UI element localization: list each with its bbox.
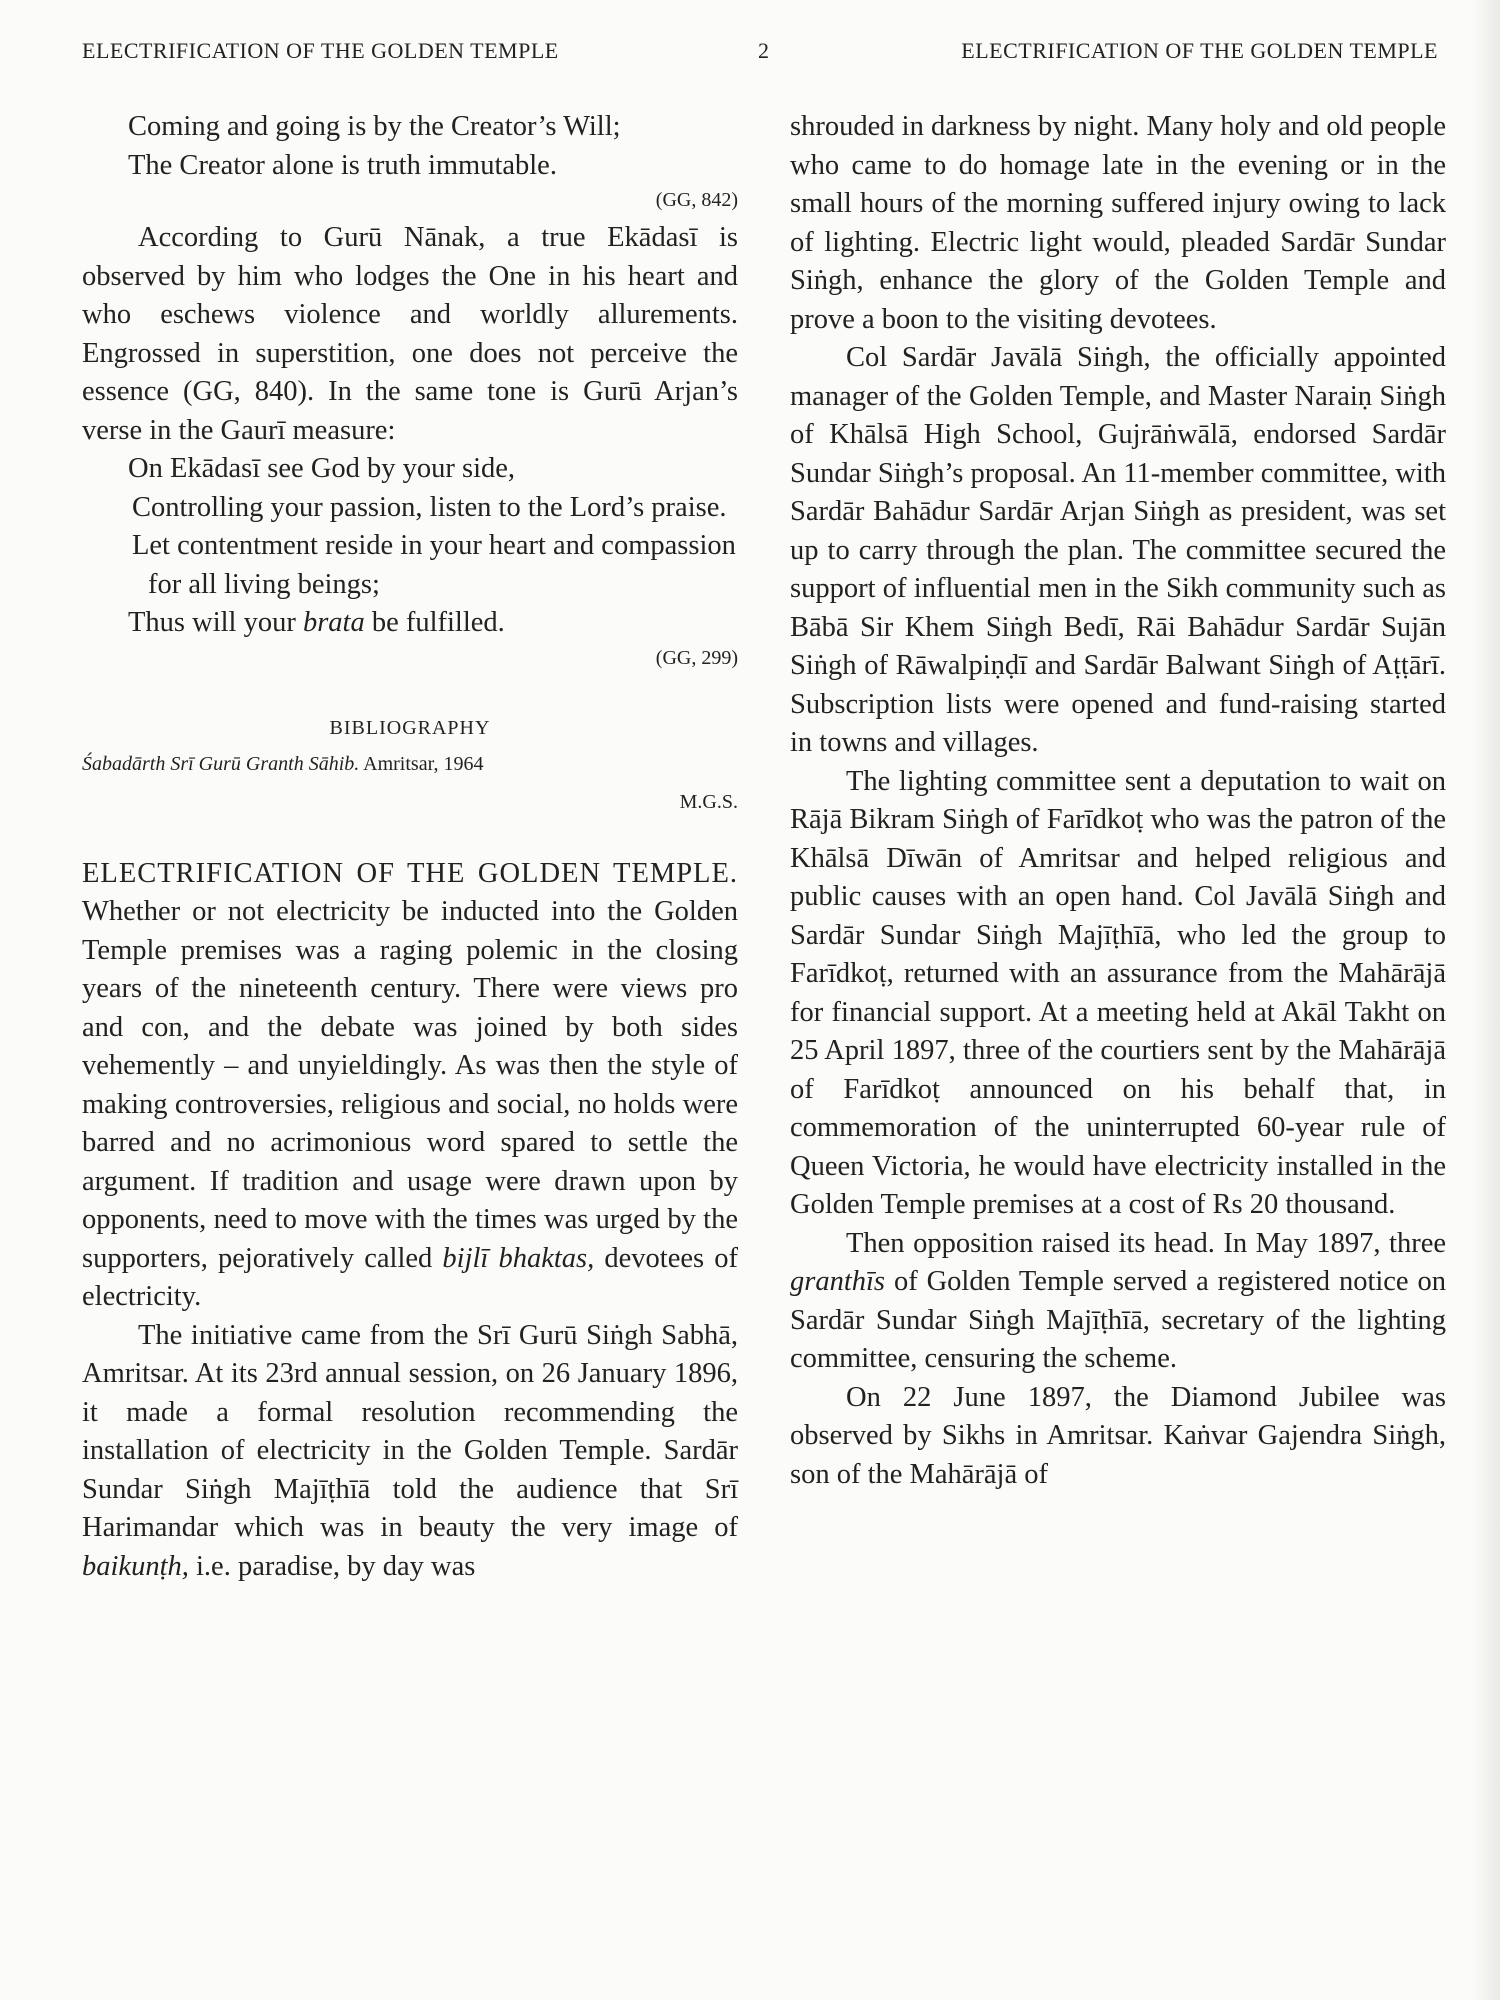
- left-column: [82, 108, 738, 1586]
- citation: (GG, 842): [655, 189, 738, 211]
- paragraph: The lighting committee sent a deputation to wait on Rājā Bikram Siṅgh of Farīdkoṭ who was the patron of the Khālsā Dīwān of Amritsar and helped religious and public causes with an open hand. Col Javālā Siṅgh and Sardār Sundar Siṅgh Majīṭhīā, who led the group to Farīdkoṭ, returned with an assurance from the Mahārājā for financial support. At a meeting held at Akāl Takht on 25 April 1897, three of the courtiers sent by the Mahārājā of Farīdkoṭ announced on his behalf that, in commemoration of the uninterrupted 60-year rule of Queen Victoria, he would have electricity installed in the Golden Temple premises at a cost of Rs 20 thousand.: [790, 765, 1446, 1220]
- bibliography-title: Śabadārth Srī Gurū Granth Sāhib.: [82, 752, 360, 775]
- paragraph: shrouded in darkness by night. Many holy and old people who came to do homage late in the evening or in the small hours of the morning suffered injury owing to lack of lighting. Electric light would, pleaded Sardār Sundar Siṅgh, enhance the glory of the Golden Temple and prove a boon to the visiting devotees.: [790, 111, 1446, 335]
- italic-term: baikunṭh,: [82, 1550, 189, 1582]
- paragraph: According to Gurū Nānak, a true Ekādasī is observed by him who lodges the One in his heart and who eschews violence and worldly allurements. Engrossed in superstition, one does not perceive the essence (GG, 840). In the same tone is Gurū Arjan’s verse in the Gaurī measure:: [82, 222, 738, 446]
- right-column: [790, 108, 1446, 1494]
- paragraph: Col Sardār Javālā Siṅgh, the officially appointed manager of the Golden Temple, and Master Naraiṇ Siṅgh of Khālsā High School, Gujrāṅwālā, endorsed Sardār Sundar Siṅgh’s proposal. An 11-member committee, with Sardār Bahādur Sardār Arjan Siṅgh as president, was set up to carry through the plan. The committee secured the support of influential men in the Sikh community such as Bābā Sir Khem Siṅgh Bedī, Rāi Bahādur Sardār Sujān Siṅgh of Rāwalpiṇḍī and Sardār Balwant Siṅgh of Aṭṭārī. Subscription lists were opened and fund-raising started in towns and villages.: [790, 342, 1446, 758]
- verse-line: Controlling your passion, listen to the Lord’s praise.: [132, 491, 727, 523]
- verse-line: The Creator alone is truth immutable.: [128, 149, 557, 181]
- entry-paragraph: ELECTRIFICATION OF THE GOLDEN TEMPLE. Whether or not electricity be inducted into the Golden Temple premises was a raging polemic in the closing years of the nineteenth century. There were views pro and con, and the debate was joined by both sides vehemently – and unyieldingly. As was then the style of making controversies, religious and social, no holds were barred and no acrimonious word spared to settle the argument. If tradition and usage were drawn upon by opponents, need to move with the times was urged by the supporters, pejoratively called bijlī bhaktas, devotees of electricity.: [82, 857, 738, 1312]
- paragraph: The initiative came from the Srī Gurū Siṅgh Sabhā, Amritsar. At its 23rd annual session, on 26 January 1896, it made a formal resolution recommending the installation of electricity in the Golden Temple. Sardār Sundar Siṅgh Majīṭhīā told the audience that Srī Harimandar which was in beauty the very image of baikunṭh, i.e. paradise, by day was: [82, 1319, 738, 1582]
- entry-title: ELECTRIFICATION OF THE GOLDEN TEMPLE.: [82, 857, 738, 889]
- italic-term: granthīs: [790, 1266, 886, 1297]
- italic-term: brata: [302, 607, 365, 638]
- page-edge-shadow: [1472, 0, 1500, 2000]
- header-left: ELECTRIFICATION OF THE GOLDEN TEMPLE: [82, 38, 559, 63]
- verse-line: Thus will your brata be fulfilled.: [128, 607, 505, 638]
- verse-line: Coming and going is by the Creator’s Will;: [128, 111, 621, 142]
- italic-term: bijlī bhaktas,: [442, 1242, 595, 1274]
- paragraph: Then opposition raised its head. In May 1897, three granthīs of Golden Temple served a registered notice on Sardār Sundar Siṅgh Majīṭhīā, secretary of the lighting committee, censuring the scheme.: [790, 1227, 1446, 1374]
- page-number: 2: [758, 38, 770, 63]
- header-right: ELECTRIFICATION OF THE GOLDEN TEMPLE: [961, 38, 1438, 63]
- bibliography-heading: BIBLIOGRAPHY: [329, 716, 491, 739]
- author-initials: M.G.S.: [679, 790, 738, 813]
- citation: (GG, 299): [655, 646, 738, 669]
- verse-line: Let contentment reside in your heart and compassion for all living beings;: [132, 530, 736, 600]
- paragraph: On 22 June 1897, the Diamond Jubilee was observed by Sikhs in Amritsar. Kaṅvar Gajendra Siṅgh, son of the Mahārājā of: [790, 1381, 1446, 1490]
- running-head: [82, 38, 1438, 72]
- verse-line: On Ekādasī see God by your side,: [128, 453, 516, 484]
- bibliography-entry: Śabadārth Srī Gurū Granth Sāhib. Amritsar, 1964: [82, 752, 484, 775]
